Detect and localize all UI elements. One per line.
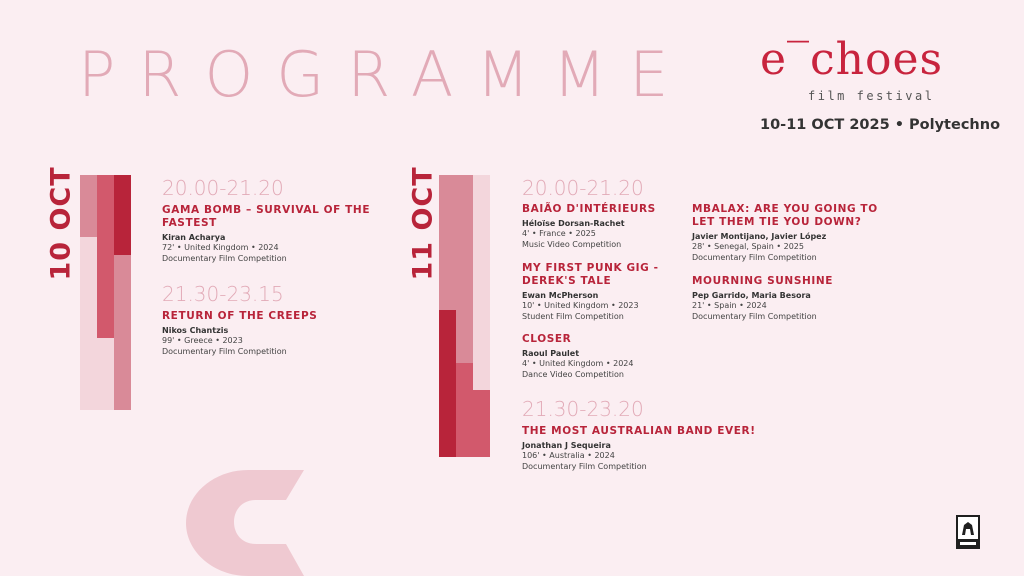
film-category: Documentary Film Competition [162,347,287,356]
timeline-bar [97,338,114,410]
film-category: Music Video Competition [522,240,622,249]
timeline-bar [439,175,456,310]
film-title: MOURNING SUNSHINE [692,275,834,287]
film-meta: 28' • Senegal, Spain • 2025 [692,242,804,251]
film-category: Dance Video Competition [522,370,624,379]
time-slot-label: 20.00-21.20 [522,176,644,200]
film-director: Nikos Chantzis [162,326,229,335]
timeline-bar [97,175,114,338]
day-label-10-oct: 10 OCT [45,166,77,281]
film-director: Javier Montijano, Javier López [692,232,827,241]
film-title: CLOSER [522,333,572,345]
timeline-bar [80,175,97,237]
film-entry [162,204,392,264]
festival-logo: e‾choes [760,34,944,85]
film-category: Documentary Film Competition [162,254,287,263]
film-meta: 10' • United Kingdom • 2023 [522,301,639,310]
film-title: RETURN OF THE CREEPS [162,310,318,322]
film-category: Documentary Film Competition [522,462,647,471]
film-meta: 4' • France • 2025 [522,229,596,238]
film-category: Documentary Film Competition [692,312,817,321]
timeline-bar [114,175,131,255]
film-meta: 4' • United Kingdom • 2024 [522,359,634,368]
time-slot [162,282,392,357]
film-director: Pep Garrido, Maria Besora [692,291,811,300]
film-category: Documentary Film Competition [692,253,817,262]
film-director: Ewan McPherson [522,291,599,300]
film-entry [522,425,782,472]
time-slot-label: 21.30-23.15 [162,282,284,306]
time-slot [162,176,392,264]
film-director: Raoul Paulet [522,349,580,358]
film-meta: 21' • Spain • 2024 [692,301,767,310]
film-meta: 72' • United Kingdom • 2024 [162,243,279,252]
timeline-bar [80,237,97,410]
timeline-bar [456,363,473,457]
page-title: PROGRAMME [78,38,692,111]
film-title: BAIÃO D'INTÉRIEURS [522,203,656,215]
film-director: Kiran Acharya [162,233,226,242]
time-slot [522,397,782,472]
timeline-bar [473,175,490,390]
timeline-bar [114,255,131,410]
timeline-bar [456,175,473,363]
film-director: Héloïse Dorsan-Rachet [522,219,625,228]
time-slot-label: 21.30-23.20 [522,397,644,421]
film-entry [162,310,392,357]
film-entry [522,262,662,322]
festival-dates-venue: 10-11 OCT 2025 • Polytechno [760,117,1001,133]
film-category: Student Film Competition [522,312,624,321]
timeline-bar [439,310,456,457]
festival-logo-subtitle: film festival [808,89,935,103]
sponsor-badge-icon [956,515,980,549]
film-title: MBALAX: ARE YOU GOING TO LET THEM TIE YOU DOWN? [692,203,878,228]
time-slot [522,176,644,200]
c-shape-logo-icon [186,470,336,576]
timeline-bar [473,390,490,457]
film-meta: 99' • Greece • 2023 [162,336,243,345]
film-title: THE MOST AUSTRALIAN BAND EVER! [522,425,756,437]
time-slot-label: 20.00-21.20 [162,176,284,200]
film-entry [692,275,922,322]
film-entry [692,203,892,263]
film-title: GAMA BOMB – SURVIVAL OF THE FASTEST [162,204,371,229]
film-meta: 106' • Australia • 2024 [522,451,615,460]
film-entry [522,333,752,380]
day-label-11-oct: 11 OCT [407,166,439,281]
film-director: Jonathan J Sequeira [522,441,611,450]
film-title: MY FIRST PUNK GIG - DEREK'S TALE [522,262,659,287]
